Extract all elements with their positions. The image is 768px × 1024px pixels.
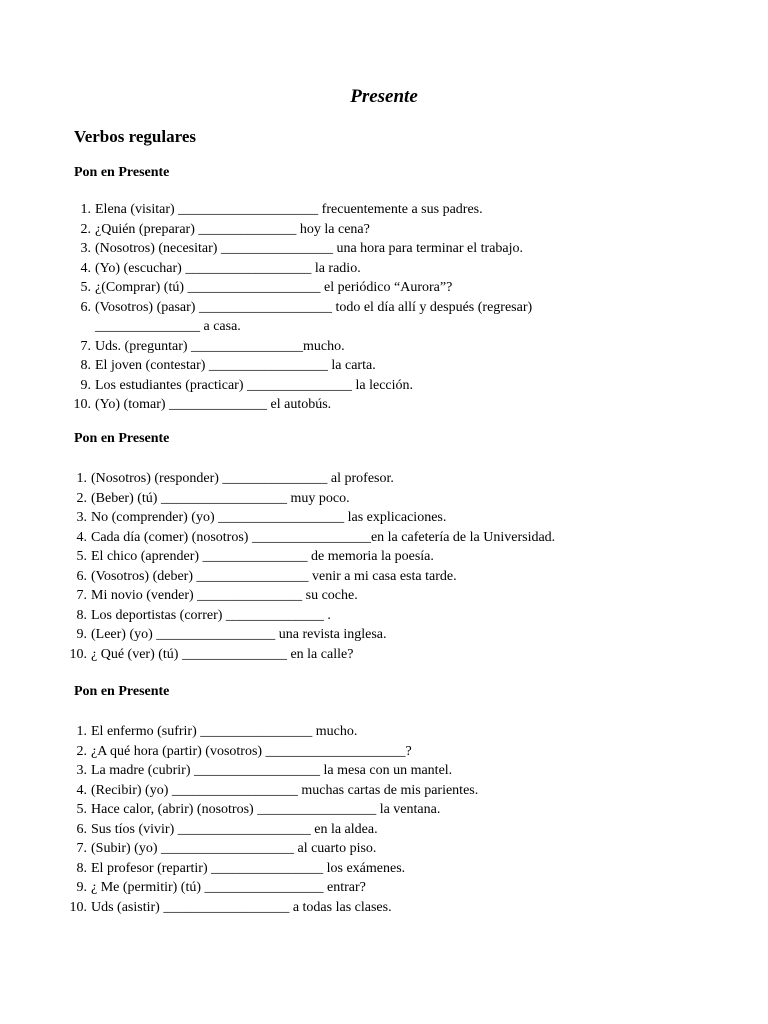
item-number: 6. (76, 821, 87, 837)
item-text: Hace calor, (abrir) (nosotros) _________________ la ventana. (91, 802, 441, 817)
exercise-item (76, 528, 556, 548)
section-heading: Verbos regulares (74, 127, 196, 146)
item-text: Uds. (preguntar) ________________mucho. (95, 338, 345, 354)
item-number: 7. (76, 841, 87, 856)
item-text: (Yo) (escuchar) __________________ la radio. (95, 260, 361, 276)
item-number: 7. (76, 588, 87, 603)
exercise-item (76, 606, 555, 626)
exercise-3-heading: Pon en Presente (74, 684, 170, 699)
item-text: ¿ Me (permitir) (tú) _________________ entrar? (91, 880, 366, 895)
item-text: ¿(Comprar) (tú) ___________________ el periódico “Aurora”? (95, 280, 453, 295)
item-text: Mi novio (vender) _______________ su coche. (91, 588, 358, 603)
item-text: Cada día (comer) (nosotros) _________________en la cafetería de la Universidad. (91, 529, 556, 545)
item-number: 1. (80, 202, 91, 217)
item-number: 3. (80, 241, 91, 256)
item-text: (Nosotros) (necesitar) ________________ una hora para terminar el trabajo. (95, 241, 524, 256)
item-text: (Nosotros) (responder) _______________ al profesor. (91, 471, 394, 486)
exercise-item (80, 376, 532, 396)
item-number: 3. (76, 510, 87, 525)
exercise-item (76, 625, 555, 645)
exercise-item (69, 645, 555, 665)
exercise-item (80, 298, 533, 318)
item-number: 8. (76, 607, 87, 623)
exercise-item (80, 278, 532, 298)
exercise-item (76, 547, 555, 567)
item-text: La madre (cubrir) __________________ la mesa con un mantel. (91, 763, 453, 778)
item-text: (Vosotros) (deber) ________________ venir a mi casa esta tarde. (91, 568, 457, 584)
exercise-item (76, 742, 478, 762)
item-number: 5. (76, 802, 87, 817)
item-number: 10. (73, 397, 91, 412)
item-text: El joven (contestar) _________________ la carta. (95, 358, 376, 373)
exercise-item (80, 356, 532, 376)
item-text: (Leer) (yo) _________________ una revista inglesa. (91, 627, 387, 642)
exercise-item (76, 761, 478, 781)
item-number: 7. (80, 338, 91, 354)
item-text: El chico (aprender) _______________ de memoria la poesía. (91, 549, 434, 564)
item-number: 9. (76, 880, 87, 895)
exercise-item (76, 508, 555, 528)
item-text: ¿A qué hora (partir) (vosotros) ____________________? (91, 743, 412, 759)
item-number: 6. (80, 299, 91, 315)
item-number: 4. (76, 529, 87, 545)
item-number: 10. (69, 899, 87, 915)
item-text: ¿Quién (preparar) ______________ hoy la cena? (95, 221, 370, 237)
exercise-item (76, 800, 478, 820)
item-text: El profesor (repartir) ________________ los exámenes. (91, 860, 406, 876)
item-number: 10. (69, 646, 87, 662)
item-text: ¿ Qué (ver) (tú) _______________ en la calle? (91, 646, 354, 662)
item-text: Sus tíos (vivir) ___________________ en la aldea. (91, 821, 378, 837)
item-text: _______________ a casa. (95, 319, 241, 334)
item-number: 6. (76, 568, 87, 584)
exercise-item (76, 859, 478, 879)
item-text: (Beber) (tú) __________________ muy poco. (91, 490, 350, 506)
item-number: 4. (80, 260, 91, 276)
item-number: 5. (80, 280, 91, 295)
exercise-3-list (69, 722, 479, 917)
item-number: 8. (80, 358, 91, 373)
item-number: 4. (76, 782, 87, 798)
item-number: 9. (80, 377, 91, 393)
exercise-2-list (69, 469, 556, 664)
exercise-item (80, 239, 532, 259)
exercise-item (80, 200, 532, 220)
item-text: Elena (visitar) ____________________ frecuentemente a sus padres. (95, 202, 483, 217)
exercise-1-heading: Pon en Presente (74, 165, 170, 180)
item-number: 3. (76, 763, 87, 778)
item-number: 8. (76, 860, 87, 876)
exercise-item (76, 878, 478, 898)
item-number: 2. (76, 743, 87, 759)
item-number: 1. (76, 471, 87, 486)
item-text: Uds (asistir) __________________ a todas las clases. (91, 899, 392, 915)
exercise-item (80, 337, 532, 357)
exercise-item (69, 898, 478, 918)
item-number: 1. (76, 724, 87, 739)
item-text: El enfermo (sufrir) ________________ mucho. (91, 724, 358, 739)
exercise-item (76, 781, 479, 801)
exercise-item (76, 489, 555, 509)
exercise-item (76, 722, 478, 742)
page-title: Presente (350, 86, 418, 107)
exercise-item (80, 259, 532, 279)
item-text: (Vosotros) (pasar) ___________________ todo el día allí y después (regresar) (95, 299, 533, 315)
item-number: 9. (76, 627, 87, 642)
item-text: No (comprender) (yo) __________________ las explicaciones. (91, 510, 447, 525)
item-number: 2. (80, 221, 91, 237)
exercise-2-heading: Pon en Presente (74, 431, 170, 446)
item-number: 5. (76, 549, 87, 564)
item-number: 2. (76, 490, 87, 506)
exercise-1-list (73, 200, 533, 415)
exercise-item (76, 469, 555, 489)
exercise-item (76, 567, 555, 587)
item-text: (Recibir) (yo) __________________ muchas cartas de mis parientes. (91, 782, 479, 798)
exercise-item (95, 317, 532, 337)
item-text: Los estudiantes (practicar) _______________ la lección. (95, 377, 414, 393)
exercise-item (73, 395, 532, 415)
exercise-item (76, 839, 478, 859)
item-text: (Subir) (yo) ___________________ al cuarto piso. (91, 841, 377, 856)
exercise-item (76, 820, 478, 840)
exercise-item (80, 220, 532, 240)
item-text: (Yo) (tomar) ______________ el autobús. (95, 397, 332, 412)
item-text: Los deportistas (correr) ______________ . (91, 607, 331, 623)
exercise-item (76, 586, 555, 606)
